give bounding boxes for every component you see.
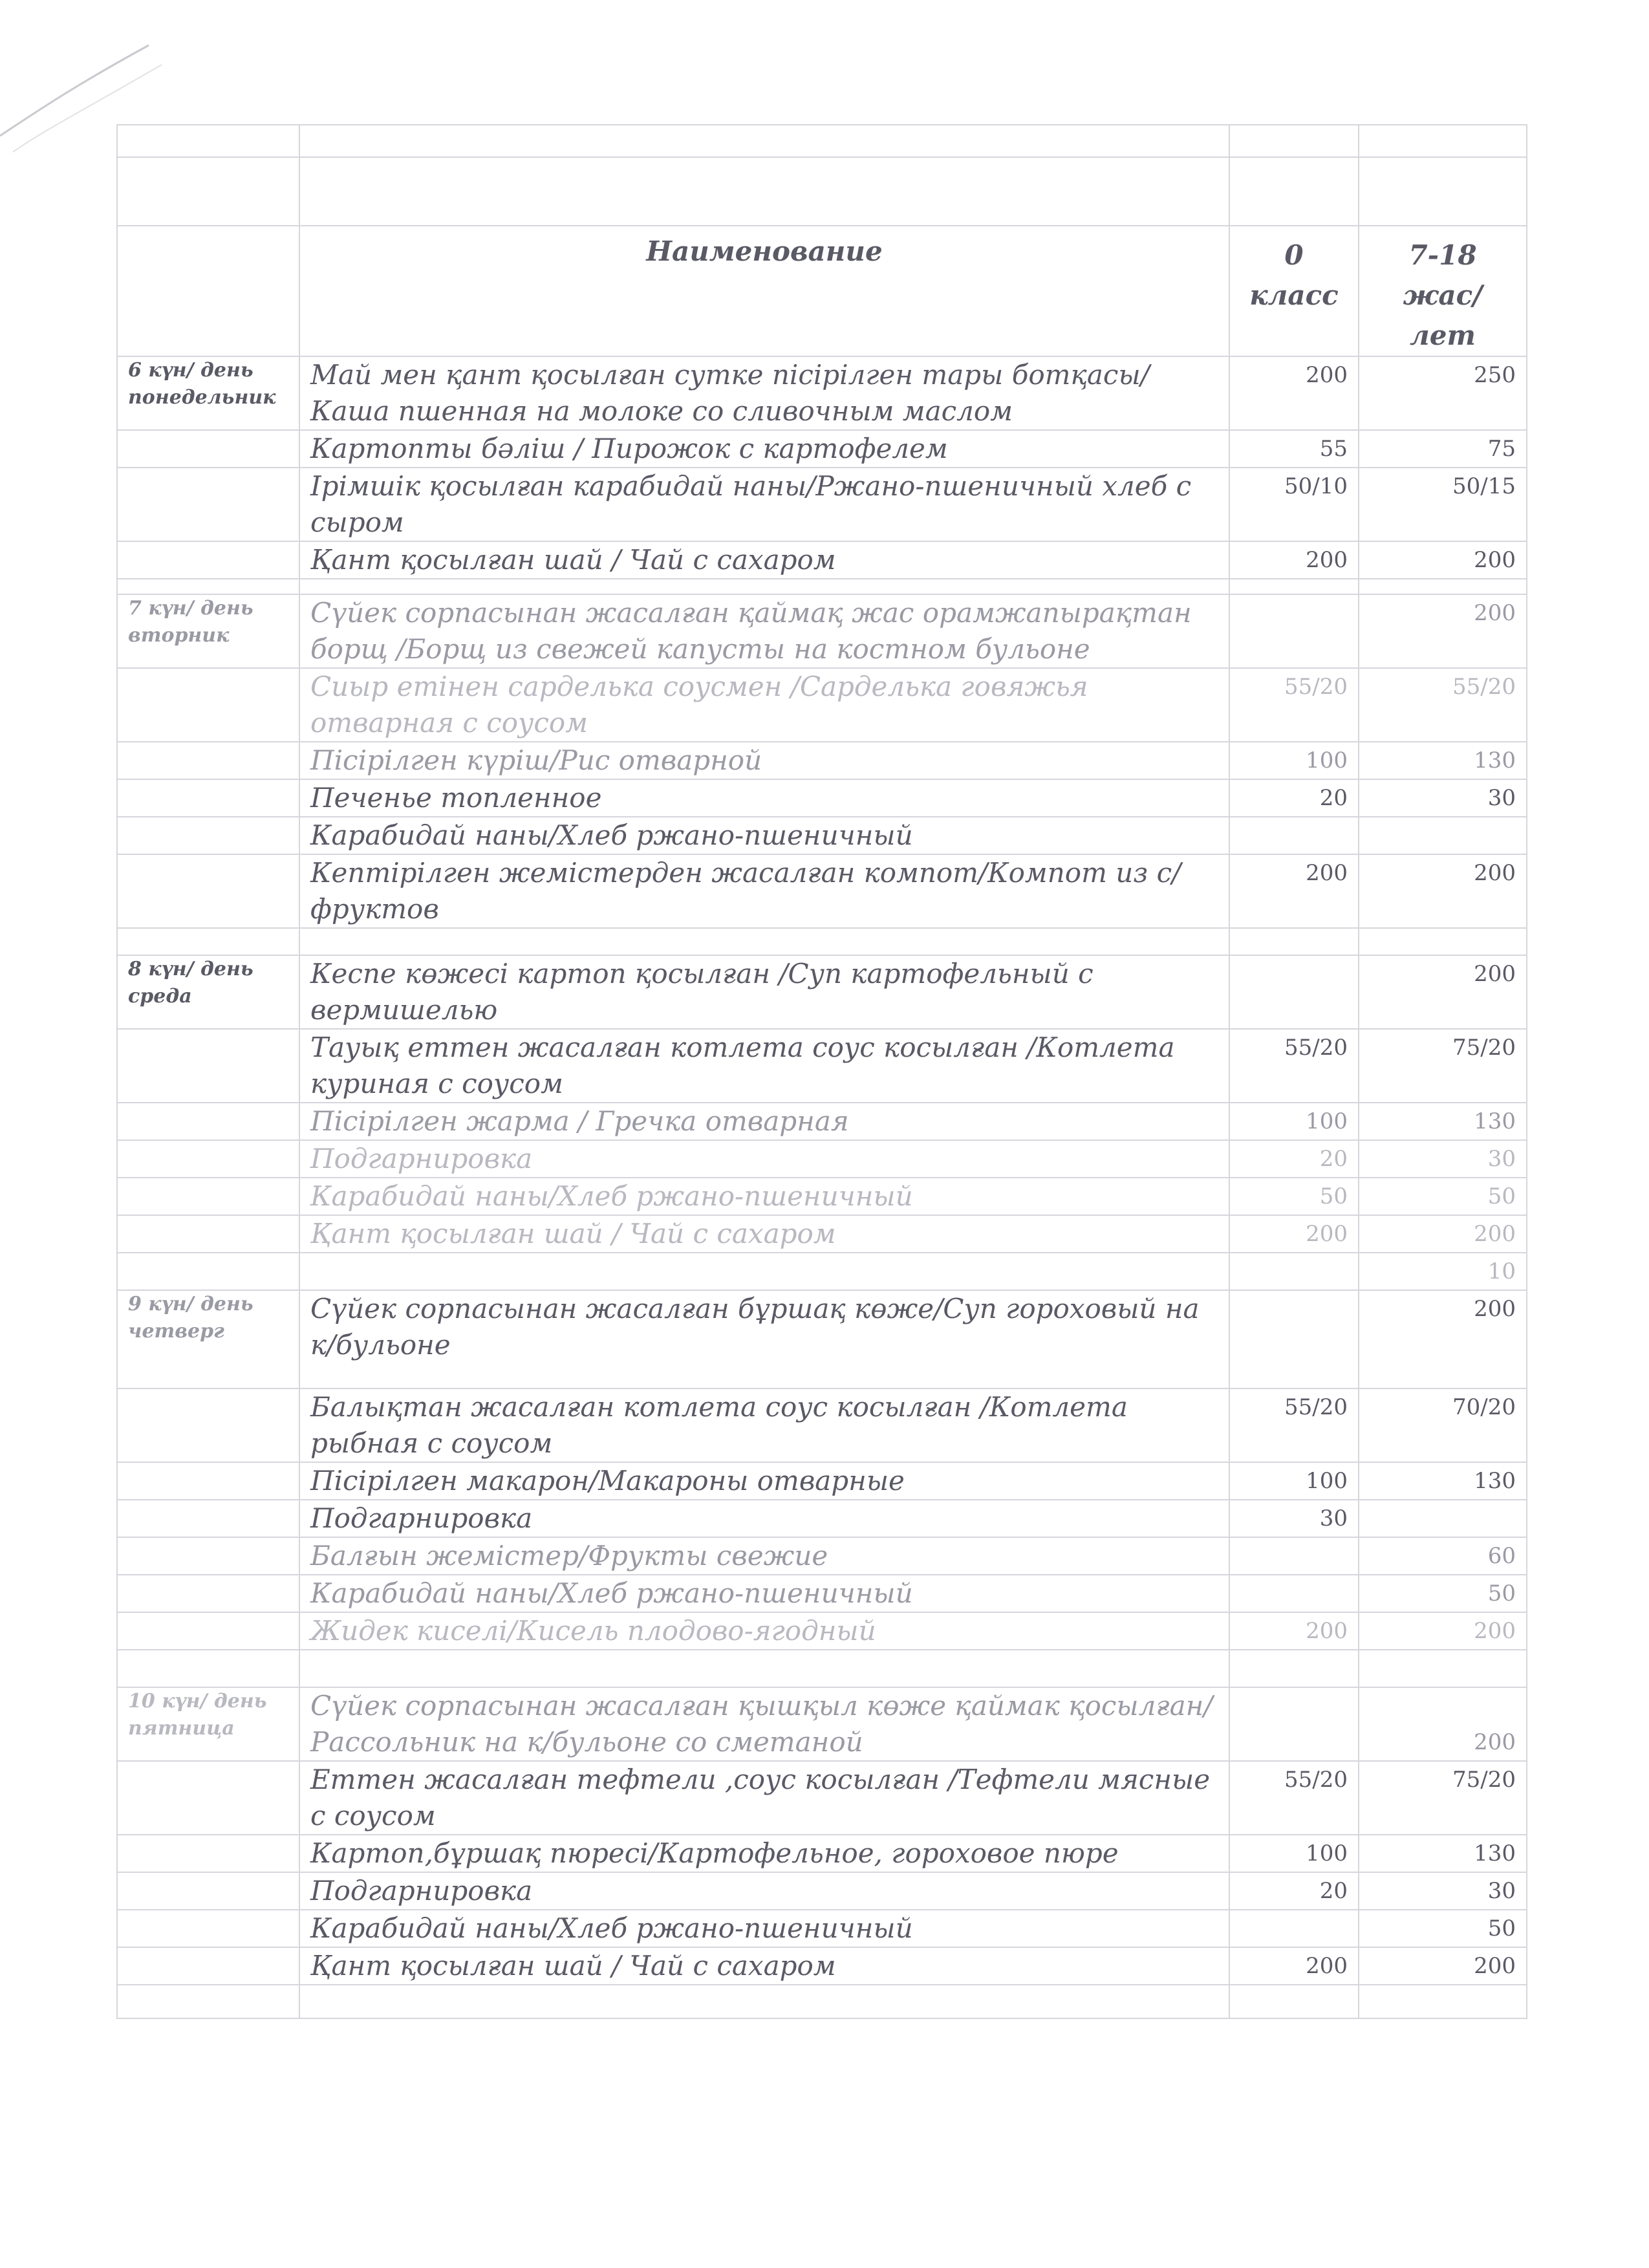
dish-name: Еттен жасалған тефтели ,соус косылған /Тефтели мясные с соусом bbox=[299, 1761, 1229, 1835]
dish-value-0: 55/20 bbox=[1229, 668, 1359, 742]
dish-value-1: 30 bbox=[1359, 1140, 1527, 1178]
dish-value-1: 200 bbox=[1359, 541, 1527, 579]
dish-name: Карабидай наны/Хлеб ржано-пшеничный bbox=[299, 817, 1229, 854]
spacer-row bbox=[117, 928, 1527, 955]
dish-name: Қант қосылған шай / Чай с сахаром bbox=[299, 1215, 1229, 1253]
dish-value-0: 20 bbox=[1229, 1872, 1359, 1910]
dish-value-0: 200 bbox=[1229, 356, 1359, 430]
menu-table bbox=[116, 124, 1527, 2019]
table-row bbox=[117, 1612, 1527, 1650]
dish-value-1: 130 bbox=[1359, 1462, 1527, 1500]
dish-value-0: 100 bbox=[1229, 1103, 1359, 1140]
dish-value-1: 250 bbox=[1359, 356, 1527, 430]
table-row bbox=[117, 1215, 1527, 1253]
dish-value-1: 75/20 bbox=[1359, 1761, 1527, 1835]
table-row bbox=[117, 668, 1527, 742]
spacer-row bbox=[117, 1985, 1527, 2018]
dish-name: Кеспе көжесі картоп қосылған /Суп картофельный с вермишелью bbox=[299, 955, 1229, 1029]
dish-value-0: 55/20 bbox=[1229, 1029, 1359, 1103]
table-row bbox=[117, 468, 1527, 541]
dish-value-1: 130 bbox=[1359, 1103, 1527, 1140]
table-row bbox=[117, 955, 1527, 1029]
dish-value-1: 75/20 bbox=[1359, 1029, 1527, 1103]
dish-value-1: 75 bbox=[1359, 430, 1527, 468]
dish-value-1 bbox=[1359, 817, 1527, 854]
header-col-0-class: 0 класс bbox=[1229, 226, 1359, 356]
blank-row bbox=[117, 157, 1527, 226]
dish-value-1: 55/20 bbox=[1359, 668, 1527, 742]
dish-name: Қант қосылған шай / Чай с сахаром bbox=[299, 1947, 1229, 1985]
dish-name: Сүйек сорпасынан жасалған қышқыл көже қаймак қосылған/Рассольник на к/бульоне со сметаной bbox=[299, 1687, 1229, 1761]
dish-value-1: 200 bbox=[1359, 1612, 1527, 1650]
table-row bbox=[117, 594, 1527, 668]
dish-value-0: 20 bbox=[1229, 779, 1359, 817]
table-row bbox=[117, 1947, 1527, 1985]
blank-row bbox=[117, 125, 1527, 157]
dish-value-0 bbox=[1229, 1910, 1359, 1947]
day-label: 9 күн/ день четверг bbox=[117, 1290, 299, 1388]
dish-value-1: 50 bbox=[1359, 1910, 1527, 1947]
dish-value-1: 70/20 bbox=[1359, 1388, 1527, 1462]
dish-name: Карабидай наны/Хлеб ржано-пшеничный bbox=[299, 1575, 1229, 1612]
dish-name: Сүйек сорпасынан жасалған бұршақ көже/Суп гороховый на к/бульоне bbox=[299, 1290, 1229, 1388]
dish-value-1: 50 bbox=[1359, 1575, 1527, 1612]
table-row bbox=[117, 1178, 1527, 1215]
dish-value-1: 130 bbox=[1359, 742, 1527, 779]
spacer-row bbox=[117, 579, 1527, 594]
table-row bbox=[117, 1761, 1527, 1835]
dish-name: Пісірілген күріш/Рис отварной bbox=[299, 742, 1229, 779]
dish-value-1 bbox=[1359, 1500, 1527, 1537]
dish-value-1: 50/15 bbox=[1359, 468, 1527, 541]
extra-value: 10 bbox=[1359, 1253, 1527, 1290]
dish-value-1: 200 bbox=[1359, 854, 1527, 928]
table-row bbox=[117, 1687, 1527, 1761]
dish-name: Пісірілген жарма / Гречка отварная bbox=[299, 1103, 1229, 1140]
dish-name: Тауық еттен жасалған котлета соус косылған /Котлета куриная с соусом bbox=[299, 1029, 1229, 1103]
table-row bbox=[117, 1253, 1527, 1290]
dish-name: Подгарнировка bbox=[299, 1500, 1229, 1537]
dish-value-0: 200 bbox=[1229, 854, 1359, 928]
dish-value-1: 30 bbox=[1359, 1872, 1527, 1910]
dish-value-0: 200 bbox=[1229, 541, 1359, 579]
table-row bbox=[117, 1103, 1527, 1140]
table-row bbox=[117, 1537, 1527, 1575]
table-row bbox=[117, 854, 1527, 928]
dish-value-0 bbox=[1229, 817, 1359, 854]
dish-name: Жидек киселі/Кисель плодово-ягодный bbox=[299, 1612, 1229, 1650]
dish-value-1: 200 bbox=[1359, 1687, 1527, 1761]
dish-value-0 bbox=[1229, 594, 1359, 668]
dish-name: Печенье топленное bbox=[299, 779, 1229, 817]
dish-name: Сиыр етінен сарделька соусмен /Сарделька говяжья отварная с соусом bbox=[299, 668, 1229, 742]
dish-value-0: 200 bbox=[1229, 1612, 1359, 1650]
table-row bbox=[117, 1290, 1527, 1388]
dish-name: Балықтан жасалған котлета соус косылған /Котлета рыбная с соусом bbox=[299, 1388, 1229, 1462]
header-name: Наименование bbox=[299, 226, 1229, 356]
dish-name: Балғын жемістер/Фрукты свежие bbox=[299, 1537, 1229, 1575]
dish-name: Кептірілген жемістерден жасалған компот/Компот из с/фруктов bbox=[299, 854, 1229, 928]
dish-value-1: 200 bbox=[1359, 955, 1527, 1029]
header-col-7-18: 7-18 жас/ лет bbox=[1359, 226, 1527, 356]
table-row bbox=[117, 356, 1527, 430]
table-row bbox=[117, 1835, 1527, 1872]
dish-value-0 bbox=[1229, 1687, 1359, 1761]
dish-value-0 bbox=[1229, 1575, 1359, 1612]
table-row bbox=[117, 1575, 1527, 1612]
table-row bbox=[117, 1910, 1527, 1947]
dish-value-1: 200 bbox=[1359, 1290, 1527, 1388]
day-label: 6 күн/ день понедельник bbox=[117, 356, 299, 430]
dish-value-1: 30 bbox=[1359, 779, 1527, 817]
dish-name: Подгарнировка bbox=[299, 1872, 1229, 1910]
dish-value-1: 50 bbox=[1359, 1178, 1527, 1215]
dish-value-0: 200 bbox=[1229, 1215, 1359, 1253]
dish-name: Картопты бәліш / Пирожок с картофелем bbox=[299, 430, 1229, 468]
table-row bbox=[117, 1029, 1527, 1103]
table-row bbox=[117, 1140, 1527, 1178]
table-row bbox=[117, 1388, 1527, 1462]
day-label: 8 күн/ день среда bbox=[117, 955, 299, 1029]
dish-value-0: 55/20 bbox=[1229, 1761, 1359, 1835]
table-row bbox=[117, 1872, 1527, 1910]
dish-value-0 bbox=[1229, 955, 1359, 1029]
dish-value-0: 50/10 bbox=[1229, 468, 1359, 541]
dish-value-0: 55/20 bbox=[1229, 1388, 1359, 1462]
dish-value-0: 20 bbox=[1229, 1140, 1359, 1178]
dish-name: Ірімшік қосылған карабидай наны/Ржано-пшеничный хлеб с сыром bbox=[299, 468, 1229, 541]
day-label: 10 күн/ день пятница bbox=[117, 1687, 299, 1761]
dish-value-0: 50 bbox=[1229, 1178, 1359, 1215]
table-row bbox=[117, 779, 1527, 817]
dish-value-0: 100 bbox=[1229, 1835, 1359, 1872]
dish-name: Картоп,бұршақ пюресі/Картофельное, гороховое пюре bbox=[299, 1835, 1229, 1872]
dish-value-1: 200 bbox=[1359, 1215, 1527, 1253]
dish-value-1: 200 bbox=[1359, 594, 1527, 668]
table-row bbox=[117, 541, 1527, 579]
header-row bbox=[117, 226, 1527, 356]
table-row bbox=[117, 742, 1527, 779]
dish-name: Подгарнировка bbox=[299, 1140, 1229, 1178]
dish-value-0: 55 bbox=[1229, 430, 1359, 468]
dish-value-0: 100 bbox=[1229, 742, 1359, 779]
dish-value-0: 200 bbox=[1229, 1947, 1359, 1985]
dish-name: Қант қосылған шай / Чай с сахаром bbox=[299, 541, 1229, 579]
table-row bbox=[117, 817, 1527, 854]
dish-name: Сүйек сорпасынан жасалған қаймақ жас орамжапырақтан борщ /Борщ из свежей капусты на костном бульоне bbox=[299, 594, 1229, 668]
day-label: 7 күн/ день вторник bbox=[117, 594, 299, 668]
dish-name: Карабидай наны/Хлеб ржано-пшеничный bbox=[299, 1910, 1229, 1947]
dish-value-0 bbox=[1229, 1290, 1359, 1388]
dish-name: Пісірілген макарон/Макароны отварные bbox=[299, 1462, 1229, 1500]
dish-value-1: 60 bbox=[1359, 1537, 1527, 1575]
dish-value-1: 200 bbox=[1359, 1947, 1527, 1985]
table-row bbox=[117, 1500, 1527, 1537]
table-row bbox=[117, 1462, 1527, 1500]
dish-value-0: 100 bbox=[1229, 1462, 1359, 1500]
dish-value-0: 30 bbox=[1229, 1500, 1359, 1537]
dish-name: Май мен қант қосылған сутке пісірілген тары ботқасы/Каша пшенная на молоке со сливочным маслом bbox=[299, 356, 1229, 430]
dish-value-1: 130 bbox=[1359, 1835, 1527, 1872]
dish-value-0 bbox=[1229, 1537, 1359, 1575]
table-row bbox=[117, 430, 1527, 468]
dish-name: Карабидай наны/Хлеб ржано-пшеничный bbox=[299, 1178, 1229, 1215]
spacer-row bbox=[117, 1650, 1527, 1687]
